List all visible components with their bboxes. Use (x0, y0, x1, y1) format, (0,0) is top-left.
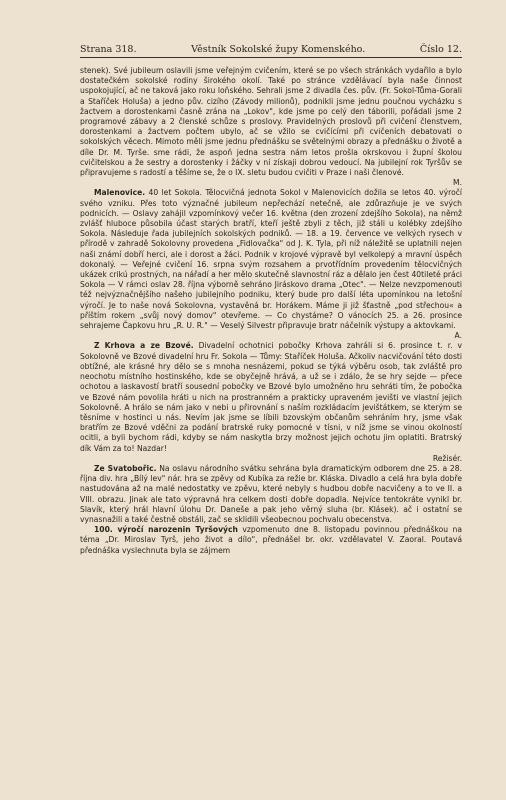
paragraph-3-heading: Z Krhova a ze Bzové. (94, 341, 194, 351)
paragraph-1 (80, 66, 462, 178)
paragraph-2-heading: Malenovice. (94, 188, 146, 198)
paragraph-4 (80, 464, 462, 525)
paragraph-1-signature: M. (453, 178, 462, 188)
paragraph-2-signature: A. (454, 331, 462, 341)
issue-number: Číslo 12. (419, 44, 462, 55)
page-header (80, 44, 462, 55)
paragraph-5-text: vzpomenuto dne 8. listopadu povinnou přednáškou na téma „Dr. Miroslav Tyrš, jeho život a dílo", přednášel br. okr. vzdělavatel V. Zaoral. Poutavá přednáška vyslechnuta byla se zájmem (80, 525, 462, 555)
paragraph-1-text: stenek). Své jubileum oslavili jsme veřejným cvičením, které se po všech stránkách vydařilo a bylo dostatečkém sokolské rodiny širokého okolí. Také po stránce vzdělávací byla naše činnost uspokojující, ač ne taková jako roku loňského. Sehrali jsme 2 divadla čes. pův. (Fr. Sokol-Tůma-Gorali a Staříček Holuša) a jedno pův. cizího (Závody milionů), podnikli jsme jednu poučnou vycházku s žactvem a dorostenkami časně zrána na „Lokov", kde jsme po celý den táborili, pořádali jsme 2 programové zábavy a 2 členské schůze s proslovy. Pravidelných proslovů při cvičení členstvem, dorostenkami a žactvem počtem ubylo, ač se vžilo se cvičícími při cvičeních debatovati o sokolských věcech. Mimoto měli jsme jednu přednášku se světelnými obrazy a přednášku o životě a díle Dr. M. Tyrše. sme rádi, že aspoň jedna sestra nám letos prošla okrskovou i župní školou cvičitelskou a že sestry a dorostenky i žáčky v ní získaji dobrou vedoucí. Na jubilejní rok Tyršův se připravujeme s radostí a těšíme se, že o IX. sletu budou cvičiti v Praze i naši členové. (80, 66, 462, 178)
paragraph-4-text: Na oslavu národního svátku sehrána byla dramatickým odborem dne 25. a 28. října div. hra „Bílý lev" nár. hra se zpěvy od Kubíka za režie br. Kláska. Divadlo a celá hra byla dobře nastudována až na malé nedostatky ve zpěvu, které nebyly s hudbou dobře nacvičeny a to ve II. a VIII. obrazu. Jinak ale tato výpravná hra celkem dosti dobře dopadla. Nejvíce tentokráte vynikl br. Slavík, který hrál hlavní úlohu Dr. Daneše a pak jeho věrný sluha (br. Klásek). ač i ostatní se vynasnažili a také čestně obstáli, zač se sklidili všeobecnou pochvalu obecenstva. (80, 463, 463, 524)
header-rule (80, 57, 462, 58)
paragraph-4-heading: Ze Svatobořic. (94, 463, 157, 473)
paragraph-5-heading: 100. výročí narozenin Tyršových (94, 525, 238, 535)
article-body (80, 66, 462, 556)
journal-title: Věstník Sokolské župy Komenského. (191, 44, 366, 55)
paragraph-3-signature: Režisér. (432, 453, 462, 463)
paragraph-3-text: Divadelní ochotnici pobočky Krhova zahráli si 6. prosince t. r. v Sokolovně ve Bzové divadelní hru Fr. Sokola — Tůmy: Staříček Holuša. Ačkoliv nacvičování této dosti obtížné, ale krásné hry dělo se s mnoha nesnázemi, pokud se týká výběru osob, tak zvláště pro neochotu místního hostinského, kde se obyčejně hrává, a už se i zdálo, že se hry sejde — přece ochotou a laskavostí bratří sousední pobočky ve Bzové bylo umožněno hru sehráti tím, že pobočka ve Bzové nám povolila hráti u nich na prostranném a prakticky upraveném jevišti ve vlastní jejich Sokolovně. A hrálo se nám jako v nebi u přirovnání s naším rozkládacím jevištátkem, se kterým se těsníme v hostinci u nás. Nevím jak jsme se líbili bzovským občanům sehráním hry, jsme však bratřím ze Bzové vděčni za podání bratrské ruky pomocné v tísni, v níž jsme se vinou okolností ocitli, a byli bychom rádi, kdyby se nám naskytla brzy možnost jejich ochotu jim oplatiti. Bratrský dík Vám za to! Nazdar! (80, 341, 463, 453)
paragraph-3 (80, 341, 462, 453)
paragraph-5 (80, 525, 462, 556)
page-number: Strana 318. (80, 44, 137, 55)
paragraph-2 (80, 188, 462, 331)
paragraph-2-text: 40 let Sokola. Tělocvičná jednota Sokol v Malenovicích dožila se letos 40. výročí svého vzniku. Přes toto význačné jubileum nepřechází netečně, ale zdůrazňuje je ve svých podnicích. — Oslavy zahájil vzpomínkový večer 16. května (den zrození zdejšího Sokola), na němž zvlášť hluboce působila účast starých bratří, kteří ještě zbyli z těch, již stáli u kolébky zdejšího Sokola. Následuje řada jubilejních sokolských podniků. — 18. a 19. července ve velkých rysech v přírodě v zahradě Sokolovny provedena „Fidlovačka" od J. K. Tyla, při níž náležitě se uplatnili nejen naši známí dobří herci, ale i dorost a žáci. Podnik v krojové výpravě byl velkolepý a mravní úspěch dokonalý. — Veřejné cvičení 16. srpna svým rozsahem a prvotřídním provedením tělocvičných ukázek crikú prostných, na nářadí a her mělo skutečně slavnostní ráz a dělalo jen čest 40tileté práci Sokola — V rámci oslav 28. října výborně sehráno Jiráskovo drama „Otec". — Nelze nevzpomenouti též nejvýznačnějšího našeho jubilejního podniku, který bude pro další léta upomínkou na letošní výročí. Je to naše nová Sokolovna, vystavěná br. Horákem. Máme ji již šťastně „pod střechou« a příštím rokem „svůj nový domov" otevřeme. — Co chystáme? O vánocích 25. a 26. prosince sehrajeme Čapkovu hru „R. U. R." — Veselý Silvestr připravuje bratr náčelník výstupy a aktovkami. (80, 188, 463, 331)
